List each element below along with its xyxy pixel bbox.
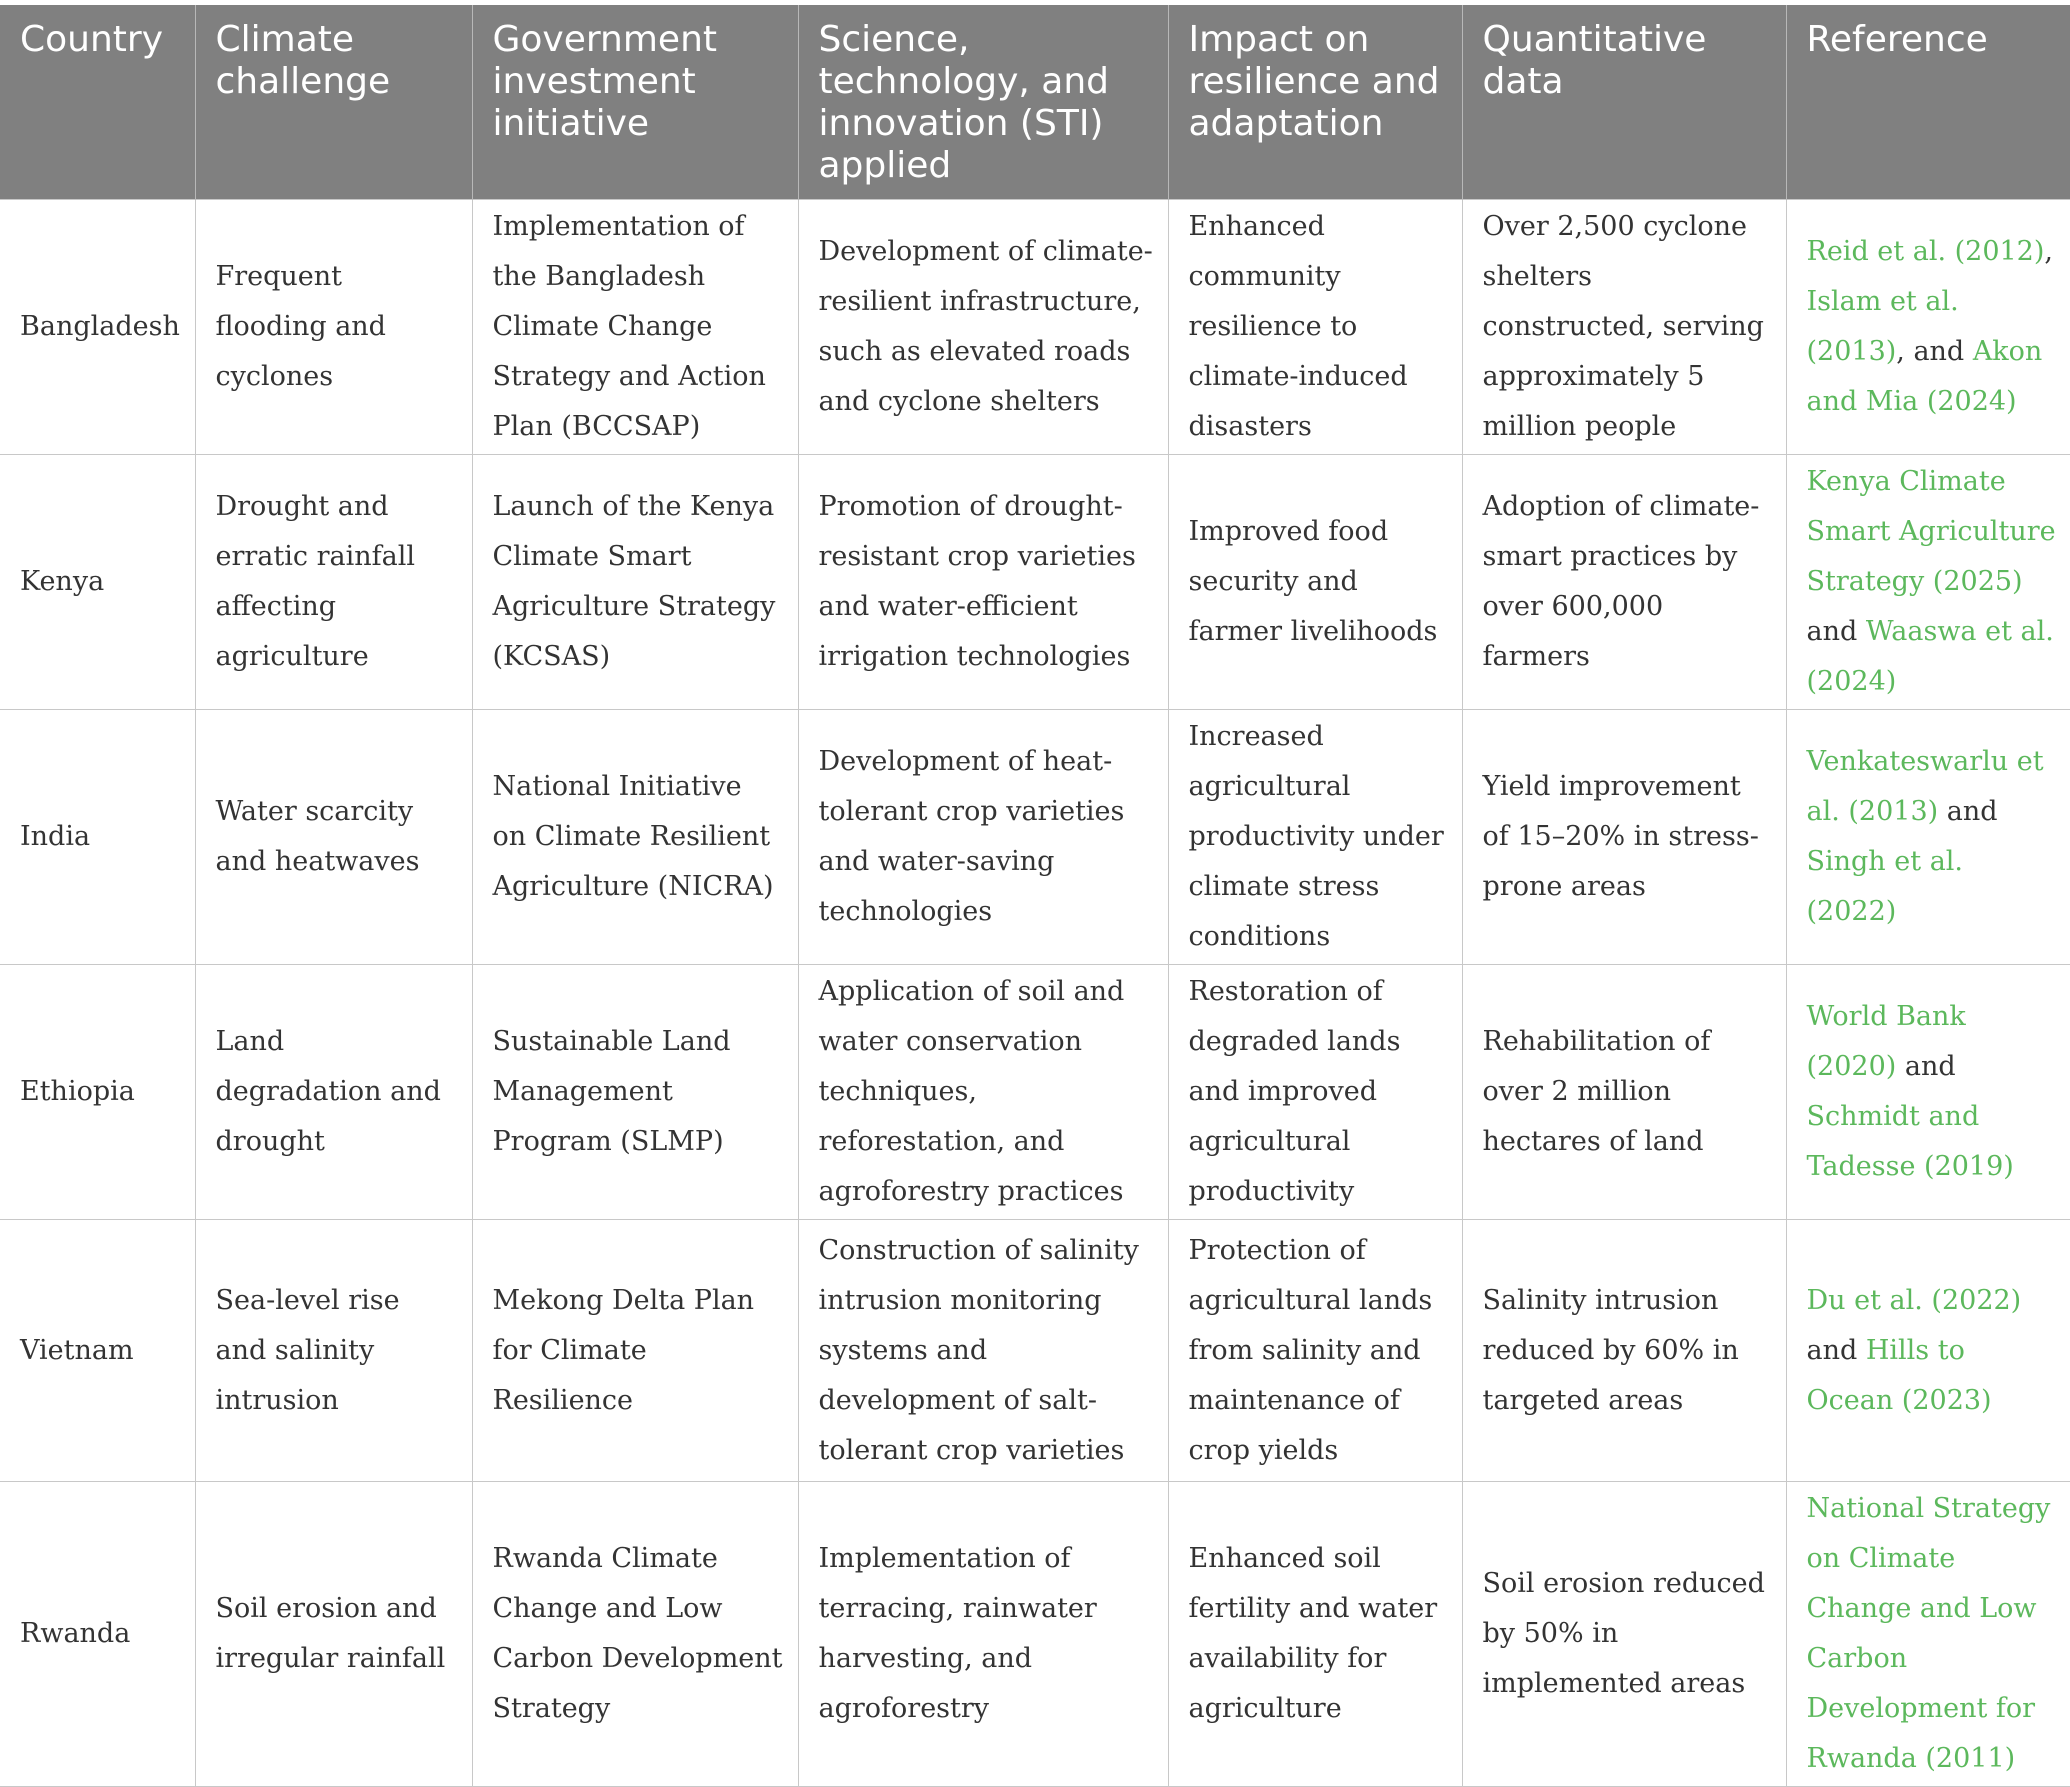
cell-reference — [1786, 200, 2070, 455]
reference-link[interactable]: National Strategy on Climate Change and Low Carbon Development for Rwanda (2011) — [1806, 1493, 2051, 1774]
cell-country: Ethiopia — [0, 965, 195, 1220]
header-quantitative-data: Quantitative data — [1462, 5, 1786, 200]
reference-link[interactable]: Du et al. (2022) — [1806, 1284, 2022, 1316]
cell-quantitative: Soil erosion reduced by 50% in implemented areas — [1462, 1482, 1786, 1787]
cell-challenge: Sea-level rise and salinity intrusion — [195, 1220, 472, 1482]
reference-separator: and — [1938, 796, 1998, 827]
cell-quantitative: Salinity intrusion reduced by 60% in targeted areas — [1462, 1220, 1786, 1482]
reference-separator: , and — [1896, 336, 1973, 367]
cell-challenge: Land degradation and drought — [195, 965, 472, 1220]
cell-reference — [1786, 1482, 2070, 1787]
cell-reference — [1786, 1220, 2070, 1482]
cell-challenge: Frequent flooding and cyclones — [195, 200, 472, 455]
reference-link[interactable]: Waaswa et al. (2024) — [1806, 616, 2054, 697]
cell-sti: Application of soil and water conservation techniques, reforestation, and agroforestry practices — [798, 965, 1168, 1220]
cell-quantitative: Rehabilitation of over 2 million hectares of land — [1462, 965, 1786, 1220]
cell-initiative: Implementation of the Bangladesh Climate Change Strategy and Action Plan (BCCSAP) — [472, 200, 798, 455]
table-row — [0, 1220, 2070, 1482]
header-country: Country — [0, 5, 195, 200]
cell-quantitative: Adoption of climate-smart practices by over 600,000 farmers — [1462, 455, 1786, 710]
reference-link[interactable]: Schmidt and Tadesse (2019) — [1806, 1101, 2014, 1182]
reference-link[interactable]: Singh et al. (2022) — [1806, 846, 1964, 927]
cell-sti: Development of climate-resilient infrastructure, such as elevated roads and cyclone shelters — [798, 200, 1168, 455]
table-row — [0, 965, 2070, 1220]
cell-quantitative: Over 2,500 cyclone shelters constructed, serving approximately 5 million people — [1462, 200, 1786, 455]
reference-link[interactable]: Reid et al. (2012) — [1806, 236, 2045, 267]
cell-initiative: Launch of the Kenya Climate Smart Agriculture Strategy (KCSAS) — [472, 455, 798, 710]
cell-sti: Construction of salinity intrusion monitoring systems and development of salt-tolerant crop varieties — [798, 1220, 1168, 1482]
cell-sti: Promotion of drought-resistant crop varieties and water-efficient irrigation technologies — [798, 455, 1168, 710]
cell-challenge: Drought and erratic rainfall affecting agriculture — [195, 455, 472, 710]
header-reference: Reference — [1786, 5, 2070, 200]
cell-initiative: Sustainable Land Management Program (SLMP) — [472, 965, 798, 1220]
cell-challenge: Soil erosion and irregular rainfall — [195, 1482, 472, 1787]
table-body — [0, 200, 2070, 1787]
cell-challenge: Water scarcity and heatwaves — [195, 710, 472, 965]
cell-sti: Implementation of terracing, rainwater harvesting, and agroforestry — [798, 1482, 1168, 1787]
reference-separator: and — [1806, 1334, 1866, 1366]
cell-impact: Restoration of degraded lands and improved agricultural productivity — [1168, 965, 1462, 1220]
reference-link[interactable]: Kenya Climate Smart Agriculture Strategy (2025) — [1806, 466, 2056, 597]
cell-initiative: Rwanda Climate Change and Low Carbon Development Strategy — [472, 1482, 798, 1787]
table-header — [0, 5, 2070, 200]
cell-reference — [1786, 710, 2070, 965]
reference-link[interactable]: Akon and Mia (2024) — [1806, 336, 2043, 417]
header-row — [0, 5, 2070, 200]
reference-link[interactable]: Hills to Ocean (2023) — [1806, 1334, 1992, 1416]
cell-country: India — [0, 710, 195, 965]
header-climate-challenge: Climate challenge — [195, 5, 472, 200]
cell-impact: Improved food security and farmer livelihoods — [1168, 455, 1462, 710]
cell-country: Bangladesh — [0, 200, 195, 455]
cell-impact: Increased agricultural productivity under climate stress conditions — [1168, 710, 1462, 965]
reference-separator: and — [1806, 616, 1866, 647]
climate-initiatives-table — [0, 5, 2070, 1787]
cell-initiative: Mekong Delta Plan for Climate Resilience — [472, 1220, 798, 1482]
cell-reference — [1786, 455, 2070, 710]
cell-sti: Development of heat-tolerant crop varieties and water-saving technologies — [798, 710, 1168, 965]
cell-impact: Enhanced community resilience to climate-induced disasters — [1168, 200, 1462, 455]
reference-link[interactable]: Islam et al. (2013) — [1806, 286, 1959, 367]
table-row — [0, 710, 2070, 965]
cell-reference — [1786, 965, 2070, 1220]
cell-quantitative: Yield improvement of 15–20% in stress-prone areas — [1462, 710, 1786, 965]
cell-country: Vietnam — [0, 1220, 195, 1482]
cell-impact: Protection of agricultural lands from salinity and maintenance of crop yields — [1168, 1220, 1462, 1482]
reference-link[interactable]: World Bank (2020) — [1806, 1001, 1966, 1082]
table-row — [0, 455, 2070, 710]
cell-country: Kenya — [0, 455, 195, 710]
reference-separator: and — [1896, 1051, 1956, 1082]
reference-separator: , — [2044, 236, 2053, 267]
header-sti-applied: Science, technology, and innovation (STI) applied — [798, 5, 1168, 200]
table-row — [0, 1482, 2070, 1787]
cell-impact: Enhanced soil fertility and water availability for agriculture — [1168, 1482, 1462, 1787]
table-row — [0, 200, 2070, 455]
header-government-investment: Government investment initiative — [472, 5, 798, 200]
header-impact: Impact on resilience and adaptation — [1168, 5, 1462, 200]
cell-country: Rwanda — [0, 1482, 195, 1787]
cell-initiative: National Initiative on Climate Resilient Agriculture (NICRA) — [472, 710, 798, 965]
reference-link[interactable]: Venkateswarlu et al. (2013) — [1806, 746, 2044, 827]
